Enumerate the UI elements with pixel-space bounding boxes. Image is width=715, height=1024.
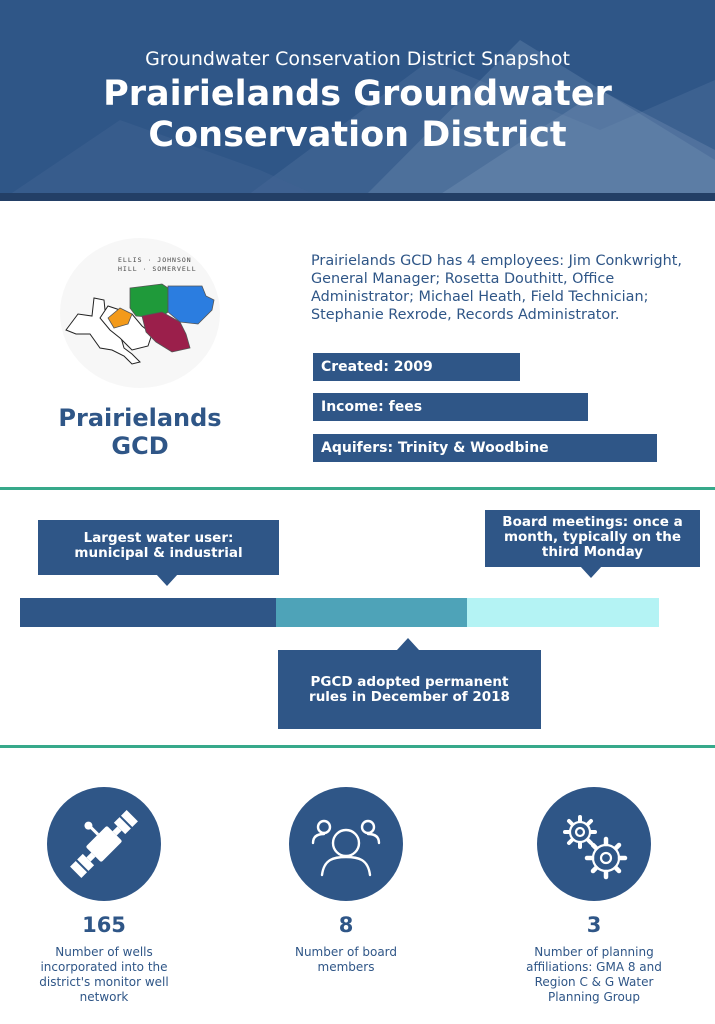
callout-board-meetings <box>485 510 700 567</box>
stat-wells-desc-line4: network <box>79 990 129 1004</box>
stat-wells-desc-line2: incorporated into the <box>40 960 168 974</box>
callout-board-meetings-line1: Board meetings: once a <box>502 514 683 530</box>
timeline-bar-segment-2 <box>276 598 467 627</box>
stat-board-desc-line1: Number of board <box>294 945 398 959</box>
callout-largest-user-line1: Largest water user: <box>83 530 234 546</box>
stat-wells-badge <box>47 787 161 901</box>
district-name-line2: GCD <box>111 432 169 460</box>
stat-affiliations-desc-line2: affiliations: GMA 8 and <box>526 960 662 974</box>
callout-board-meetings-line3: third Monday <box>541 544 644 560</box>
stat-affiliations-number: 3 <box>586 913 602 937</box>
stat-affiliations-badge <box>537 787 651 901</box>
district-map <box>52 238 222 388</box>
section-divider-1 <box>0 487 715 490</box>
stat-board-description <box>261 945 431 975</box>
fact-income: Income: fees <box>313 393 588 421</box>
callout-largest-user <box>38 520 279 575</box>
stat-affiliations-desc-line4: Planning Group <box>547 990 641 1004</box>
header-stripe <box>0 193 715 201</box>
section-divider-2 <box>0 745 715 748</box>
callout-largest-user-pointer <box>156 574 178 586</box>
stat-affiliations-description <box>509 945 679 1005</box>
fact-created: Created: 2009 <box>313 353 520 381</box>
stat-affiliations-desc-line3: Region C & G Water <box>534 975 654 989</box>
satellite-icon <box>47 787 161 901</box>
header-banner <box>0 0 715 201</box>
page-title <box>0 74 715 156</box>
people-icon <box>289 787 403 901</box>
stat-affiliations-desc-line1: Number of planning <box>534 945 654 959</box>
callout-board-meetings-line2: month, typically on the <box>503 529 682 545</box>
stat-wells-desc-line1: Number of wells <box>55 945 153 959</box>
timeline-bar-segment-1 <box>20 598 276 627</box>
stat-wells-desc-line3: district's monitor well <box>39 975 169 989</box>
stat-wells-number: 165 <box>82 913 126 937</box>
texas-counties-map-icon <box>52 238 222 388</box>
page-title-line1: Prairielands Groundwater <box>103 74 612 114</box>
callout-rules-line1: PGCD adopted permanent <box>310 674 509 690</box>
stat-board-badge <box>289 787 403 901</box>
county-label-2: HILL · SOMERVELL <box>118 265 197 273</box>
page-title-line2: Conservation District <box>148 115 567 155</box>
county-label-1: ELLIS · JOHNSON <box>118 256 192 264</box>
callout-rules-line2: rules in December of 2018 <box>309 689 510 705</box>
district-name-line1: Prairielands <box>58 404 222 432</box>
callout-rules-pointer <box>397 638 419 650</box>
timeline-bar-segment-3 <box>467 598 659 627</box>
district-intro: Prairielands GCD has 4 employees: Jim Conkwright, General Manager; Rosetta Douthitt, Office Administrator; Michael Heath, Field Technician; Stephanie Rexrode, Records Administrator. <box>311 253 682 323</box>
fact-aquifers: Aquifers: Trinity & Woodbine <box>313 434 657 462</box>
stat-board-desc-line2: members <box>317 960 375 974</box>
header-subtitle: Groundwater Conservation District Snapshot <box>145 48 570 70</box>
callout-rules-adopted <box>278 650 541 729</box>
stat-wells-description <box>19 945 189 1005</box>
gears-icon <box>537 787 651 901</box>
district-name <box>40 404 240 460</box>
stat-board-number: 8 <box>338 913 354 937</box>
callout-board-meetings-pointer <box>580 566 602 578</box>
callout-largest-user-line2: municipal & industrial <box>74 545 243 561</box>
